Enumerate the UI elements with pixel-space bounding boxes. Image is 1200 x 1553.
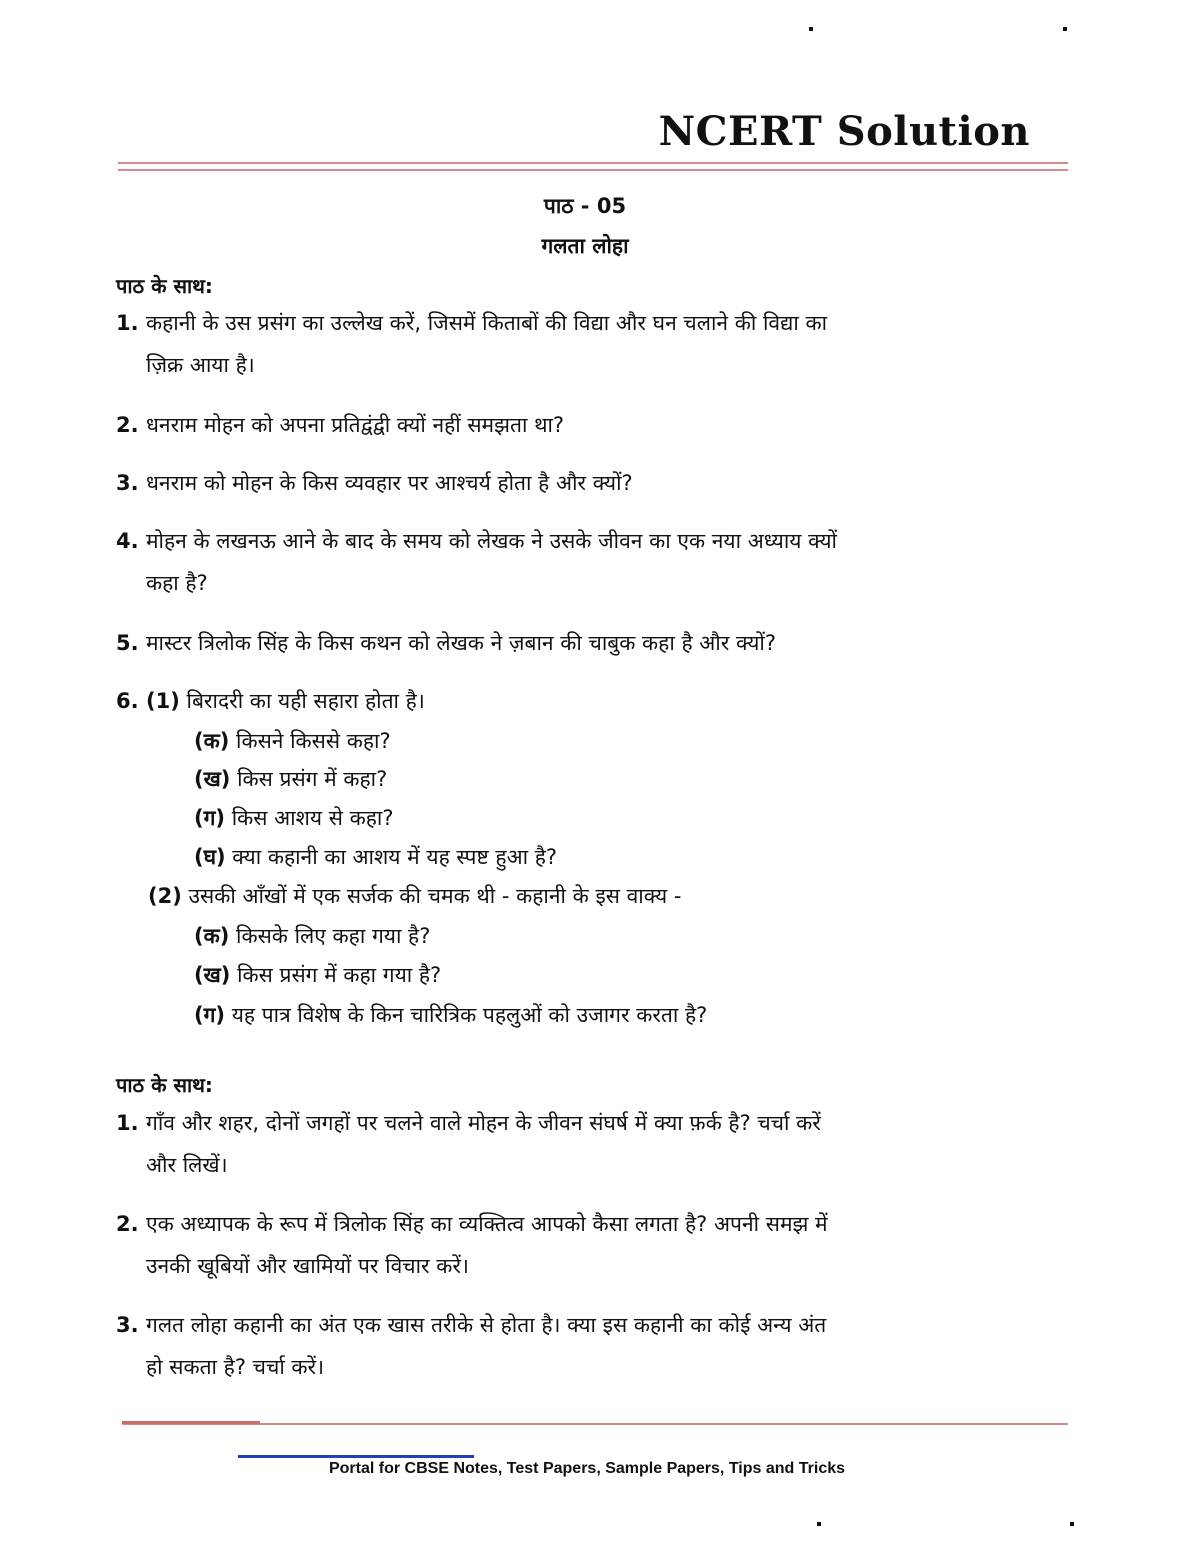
corner-dot-top-left [809, 27, 813, 31]
question-text: गाँव और शहर, दोनों जगहों पर चलने वाले मोहन के जीवन संघर्ष में क्या फ़र्क है? चर्चा करें [146, 1111, 821, 1135]
q6-part2-item: (ग) यह पात्र विशेष के किन चारित्रिक पहलुओं को उजागर करता है? [194, 1003, 708, 1027]
question-number: 3. [116, 1313, 139, 1337]
question-number: 2. [116, 1212, 139, 1236]
section1-question-2 [116, 404, 1060, 446]
question-number: 3. [116, 471, 139, 495]
footer-text: Portal for CBSE Notes, Test Papers, Sample Papers, Tips and Tricks [328, 1460, 846, 1477]
q6-part1-item: (घ) क्या कहानी का आशय में यह स्पष्ट हुआ है? [194, 845, 558, 869]
corner-dot-top-right [1063, 27, 1067, 31]
footer-rule [122, 1423, 1068, 1425]
question-number: 5. [116, 631, 139, 655]
footer-rule-accent [122, 1421, 260, 1424]
section2-heading: पाठ के साथ: [116, 1073, 213, 1097]
q6-part1-item: (क) किसने किससे कहा? [194, 729, 391, 753]
question-number: 6. [116, 689, 139, 713]
footer-link-underline [238, 1455, 474, 1458]
question-text-cont: उनकी खूबियों और खामियों पर विचार करें। [146, 1254, 469, 1278]
section1-question-6 [116, 680, 1060, 722]
section1-question-1 [116, 302, 1060, 386]
corner-dot-bottom-right [1070, 1522, 1074, 1526]
question-text-cont: और लिखें। [146, 1153, 228, 1177]
part-text: बिरादरी का यही सहारा होता है। [186, 689, 425, 713]
question-text: मोहन के लखनऊ आने के बाद के समय को लेखक ने उसके जीवन का एक नया अध्याय क्यों [146, 529, 837, 553]
corner-dot-bottom-left [817, 1522, 821, 1526]
section2-question-3 [116, 1304, 1060, 1388]
header-title: NCERT Solution [658, 108, 1030, 155]
question-text: कहानी के उस प्रसंग का उल्लेख करें, जिसमें किताबों की विद्या और घन चलाने की विद्या का [146, 311, 828, 335]
section1-heading: पाठ के साथ: [116, 274, 213, 298]
question-number: 4. [116, 529, 139, 553]
question-number: 2. [116, 413, 139, 437]
question-text: गलत लोहा कहानी का अंत एक खास तरीके से होता है। क्या इस कहानी का कोई अन्य अंत [146, 1313, 827, 1337]
section1-question-5 [116, 622, 1060, 664]
question-number: 1. [116, 1111, 139, 1135]
question-number: 1. [116, 311, 139, 335]
question-text-cont: कहा है? [146, 571, 208, 595]
q6-part2-item: (ख) किस प्रसंग में कहा गया है? [194, 963, 442, 987]
section1-question-4 [116, 520, 1060, 604]
q6-part2: (2) उसकी आँखों में एक सर्जक की चमक थी - कहानी के इस वाक्य - [148, 884, 682, 908]
section2-question-1 [116, 1102, 1060, 1186]
lesson-number: पाठ - 05 [543, 194, 627, 218]
question-text-cont: हो सकता है? चर्चा करें। [146, 1355, 325, 1379]
section2-question-2 [116, 1203, 1060, 1287]
question-text: धनराम को मोहन के किस व्यवहार पर आश्चर्य होता है और क्यों? [146, 471, 633, 495]
lesson-title: गलता लोहा [541, 234, 629, 258]
q6-part1-item: (ग) किस आशय से कहा? [194, 806, 394, 830]
part-label: (1) [146, 689, 180, 713]
question-text-cont: ज़िक्र आया है। [146, 353, 255, 377]
question-text: एक अध्यापक के रूप में त्रिलोक सिंह का व्यक्तित्व आपको कैसा लगता है? अपनी समझ में [146, 1212, 828, 1236]
question-text: मास्टर त्रिलोक सिंह के किस कथन को लेखक ने ज़बान की चाबुक कहा है और क्यों? [146, 631, 777, 655]
q6-part2-item: (क) किसके लिए कहा गया है? [194, 924, 431, 948]
q6-part1-item: (ख) किस प्रसंग में कहा? [194, 767, 388, 791]
section1-question-3 [116, 462, 1060, 504]
header-rule [118, 162, 1068, 171]
question-text: धनराम मोहन को अपना प्रतिद्वंद्वी क्यों नहीं समझता था? [146, 413, 565, 437]
